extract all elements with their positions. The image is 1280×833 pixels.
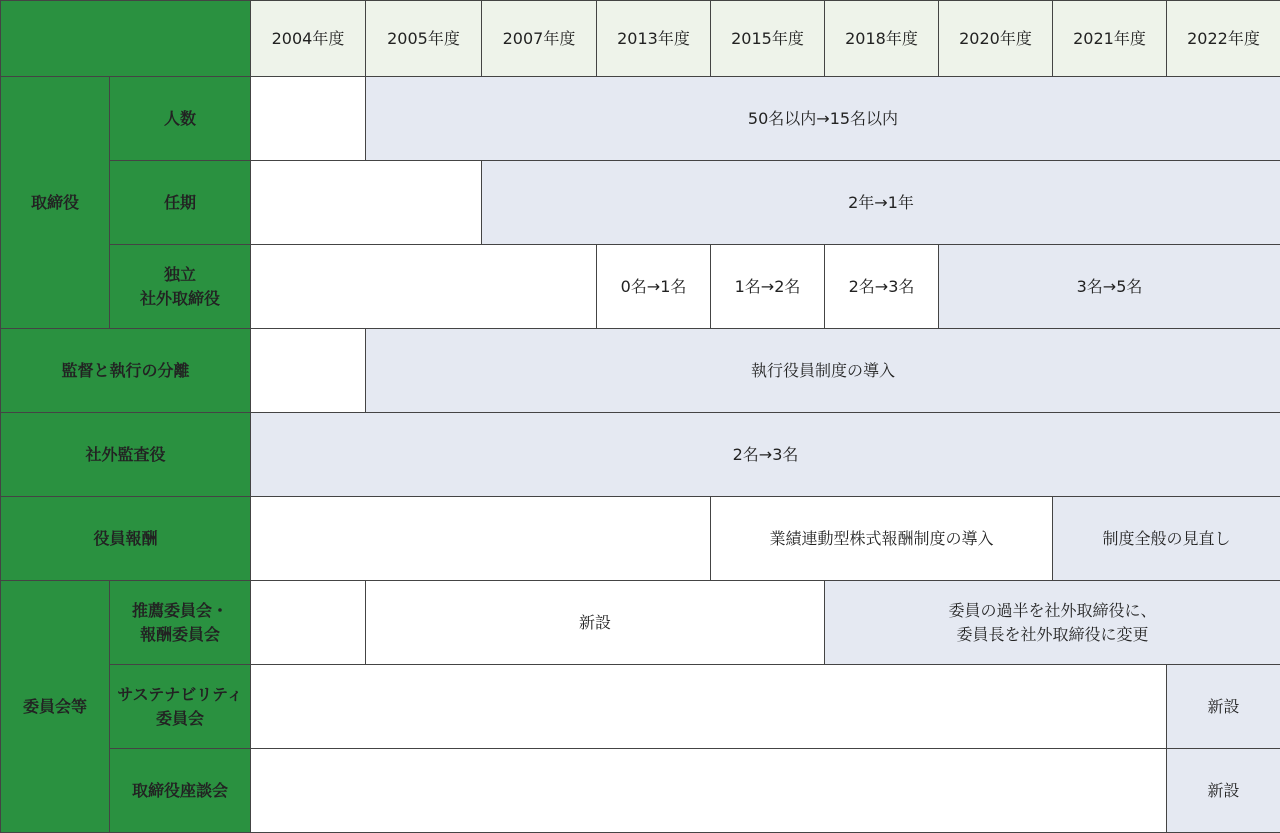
category-compensation: 役員報酬 xyxy=(1,497,251,581)
subcategory-nomination-committee: 推薦委員会・ 報酬委員会 xyxy=(110,581,251,665)
category-outside-auditors: 社外監査役 xyxy=(1,413,251,497)
empty-cell xyxy=(251,161,482,245)
compensation-change-2015: 業績連動型株式報酬制度の導入 xyxy=(711,497,1053,581)
independent-change-2013: 0名→1名 xyxy=(597,245,711,329)
sustainability-new: 新設 xyxy=(1167,665,1280,749)
empty-cell xyxy=(251,77,366,161)
director-meeting-new: 新設 xyxy=(1167,749,1280,833)
subcategory-sustainability-committee: サステナビリティ 委員会 xyxy=(110,665,251,749)
row-separation xyxy=(1,329,1280,413)
row-compensation xyxy=(1,497,1280,581)
nomination-change-2018: 委員の過半を社外取締役に、 委員長を社外取締役に変更 xyxy=(825,581,1280,665)
subcategory-headcount: 人数 xyxy=(110,77,251,161)
row-director-meeting xyxy=(1,749,1280,833)
empty-cell xyxy=(251,497,711,581)
year-header: 2022年度 xyxy=(1167,1,1280,77)
category-separation: 監督と執行の分離 xyxy=(1,329,251,413)
year-header: 2013年度 xyxy=(597,1,711,77)
row-independent-directors xyxy=(1,245,1280,329)
compensation-change-2021: 制度全般の見直し xyxy=(1053,497,1280,581)
independent-change-2018: 2名→3名 xyxy=(825,245,939,329)
subcategory-independent-directors: 独立 社外取締役 xyxy=(110,245,251,329)
nomination-new: 新設 xyxy=(366,581,825,665)
year-header: 2007年度 xyxy=(482,1,597,77)
year-header: 2020年度 xyxy=(939,1,1053,77)
empty-cell xyxy=(251,245,597,329)
row-director-term xyxy=(1,161,1280,245)
separation-change: 執行役員制度の導入 xyxy=(366,329,1280,413)
year-header: 2015年度 xyxy=(711,1,825,77)
empty-cell xyxy=(251,329,366,413)
independent-change-2020: 3名→5名 xyxy=(939,245,1280,329)
year-header: 2005年度 xyxy=(366,1,482,77)
row-outside-auditors xyxy=(1,413,1280,497)
row-nomination-committee xyxy=(1,581,1280,665)
row-sustainability-committee xyxy=(1,665,1280,749)
headcount-change: 50名以内→15名以内 xyxy=(366,77,1280,161)
outside-auditors-change: 2名→3名 xyxy=(251,413,1280,497)
row-director-headcount xyxy=(1,77,1280,161)
subcategory-director-meeting: 取締役座談会 xyxy=(110,749,251,833)
year-header: 2004年度 xyxy=(251,1,366,77)
empty-cell xyxy=(251,749,1167,833)
subcategory-term: 任期 xyxy=(110,161,251,245)
empty-cell xyxy=(251,665,1167,749)
year-header: 2018年度 xyxy=(825,1,939,77)
term-change: 2年→1年 xyxy=(482,161,1280,245)
category-committees: 委員会等 xyxy=(1,581,110,833)
empty-cell xyxy=(251,581,366,665)
corner-cell xyxy=(1,1,251,77)
independent-change-2015: 1名→2名 xyxy=(711,245,825,329)
year-header: 2021年度 xyxy=(1053,1,1167,77)
header-row xyxy=(1,1,1280,77)
category-directors: 取締役 xyxy=(1,77,110,329)
